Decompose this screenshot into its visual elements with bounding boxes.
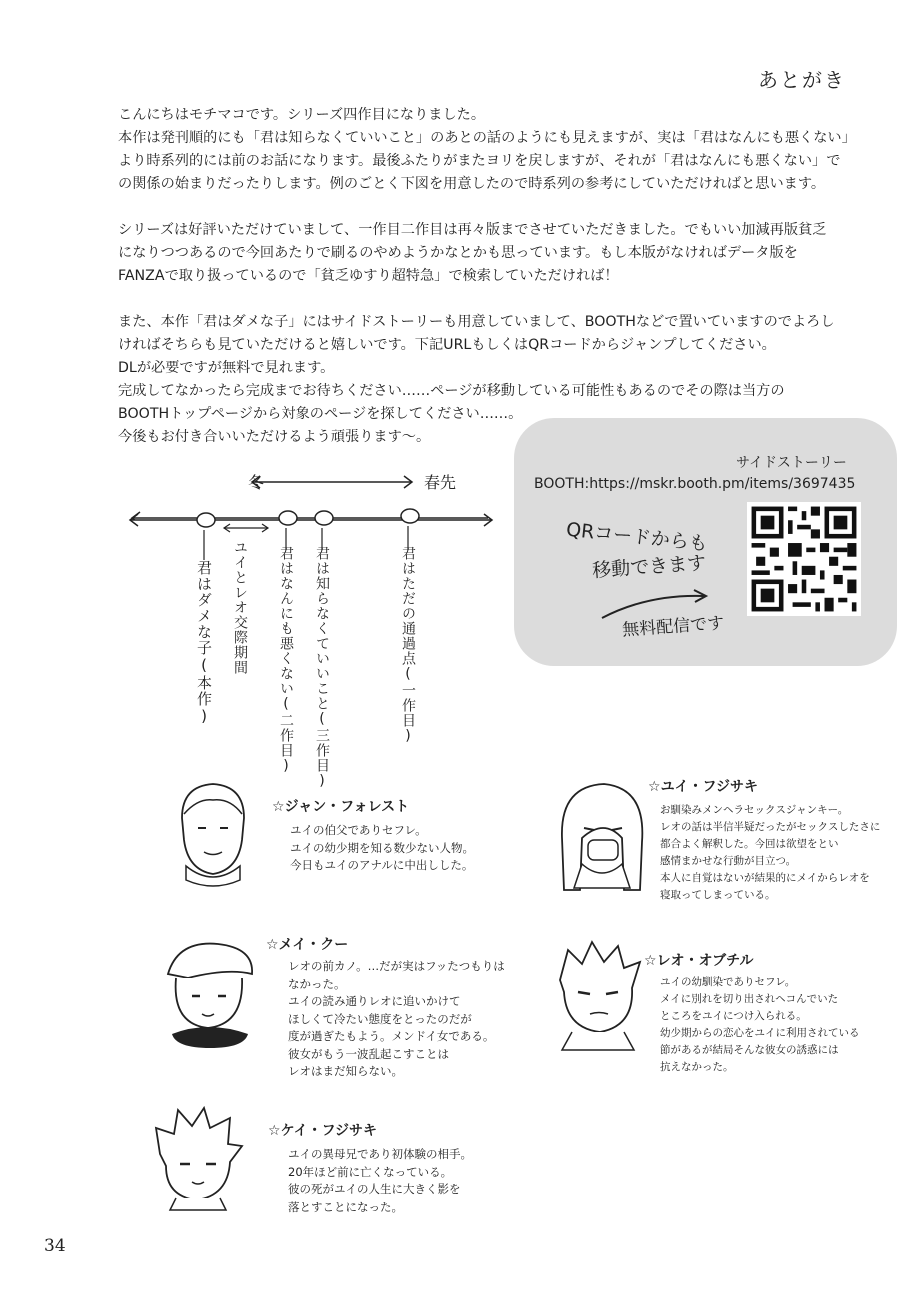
kei-portrait bbox=[150, 1104, 246, 1212]
afterword-heading: あとがき bbox=[758, 68, 846, 92]
text-line: 完成してなかったら完成までお待ちください……ページが移動している可能性もあるのでその際は当方の bbox=[118, 383, 785, 399]
desc-line: 本人に自覚はないが結果的にメイからレオを bbox=[660, 872, 870, 884]
desc-line: 寝取ってしまっている。 bbox=[660, 889, 776, 901]
text-line: 本作は発刊順的にも「君は知らなくていいこと」のあとの話のようにも見えますが、実は「君はなんにも悪くない」 bbox=[118, 130, 856, 146]
character-name-jean: ☆ジャン・フォレスト bbox=[272, 799, 410, 815]
text-line: BOOTHトップページから対象のページを探してください……。 bbox=[118, 406, 523, 422]
timeline-label-dating-period: ユイとレオ交際期間 bbox=[232, 540, 248, 675]
text-line: また、本作「君はダメな子」にはサイドストーリーも用意していまして、BOOTHなどで置いていますのでよろし bbox=[118, 314, 835, 330]
paragraph-1 bbox=[118, 104, 878, 196]
text-line: FANZAで取り扱っているので「貧乏ゆすり超特急」で検索していただければ！ bbox=[118, 268, 619, 284]
character-desc-kei bbox=[288, 1146, 472, 1216]
character-desc-yui bbox=[660, 802, 880, 904]
character-name-text: メイ・クー bbox=[278, 937, 349, 953]
desc-line: ユイの幼馴染でありセフレ。 bbox=[660, 976, 796, 988]
timeline-label-third-work: 君は知らなくていいこと(三作目) bbox=[314, 546, 330, 790]
text-line: DLが必要ですが無料で見れます。 bbox=[118, 360, 335, 376]
qr-note-line-1: QRコードからも bbox=[565, 518, 709, 556]
character-desc-jean bbox=[290, 822, 474, 875]
desc-line: なかった。 bbox=[288, 976, 346, 991]
free-distribution-note: 無料配信です bbox=[621, 613, 725, 641]
desc-line: お馴染みメンヘラセックスジャンキー。 bbox=[660, 804, 849, 816]
desc-line: 度が過ぎたもよう。メンドイ女である。 bbox=[288, 1029, 495, 1043]
text-line: ければそちらも見ていただけると嬉しいです。下記URLもしくはQRコードからジャンプしてください。 bbox=[118, 337, 776, 353]
desc-line: 彼の死がユイの人生に大きく影を bbox=[288, 1182, 461, 1196]
desc-line: 20年ほど前に亡くなっている。 bbox=[288, 1164, 453, 1179]
winter-label: 冬 bbox=[248, 473, 265, 492]
desc-line: 都合よく解釈した。今回は欲望をとい bbox=[660, 838, 839, 850]
character-name-text: ユイ・フジサキ bbox=[660, 779, 759, 795]
mei-portrait bbox=[158, 934, 268, 1054]
paragraph-2 bbox=[118, 219, 878, 288]
character-name-kei: ☆ケイ・フジサキ bbox=[268, 1123, 378, 1139]
text-line: こんにちはモチマコです。シリーズ四作目になりました。 bbox=[118, 107, 486, 123]
early-spring-label: 春先 bbox=[424, 473, 457, 492]
desc-line: レオの前カノ。…だが実はフッたつもりは bbox=[288, 959, 505, 973]
qr-code-icon[interactable] bbox=[747, 502, 861, 616]
character-desc-mei bbox=[288, 958, 505, 1081]
yui-portrait bbox=[552, 778, 652, 898]
page-number: 34 bbox=[44, 1236, 66, 1256]
desc-line: ユイの幼少期を知る数少ない人物。 bbox=[290, 840, 474, 855]
character-name-yui: ☆ユイ・フジサキ bbox=[648, 779, 759, 795]
desc-line: 今日もユイのアナルに中出しした。 bbox=[290, 858, 474, 872]
character-name-leo: ☆レオ・オブチル bbox=[644, 953, 754, 969]
text-line: になりつつあるので今回あたりで刷るのやめようかなとかも思っています。もし本版がなければデータ版を bbox=[118, 245, 798, 261]
character-name-text: ケイ・フジサキ bbox=[280, 1123, 378, 1139]
character-desc-leo bbox=[660, 974, 860, 1076]
desc-line: レオはまだ知らない。 bbox=[288, 1064, 403, 1078]
timeline-label-first-work: 君はただの通過点(一作目) bbox=[400, 546, 416, 745]
desc-line: ユイの伯父でありセフレ。 bbox=[290, 823, 427, 837]
desc-line: メイに別れを切り出されヘコんでいた bbox=[660, 993, 839, 1005]
text-line: の関係の始まりだったりします。例のごとく下図を用意したので時系列の参考にしていただければと思います。 bbox=[118, 176, 826, 192]
afterword-body bbox=[118, 104, 878, 472]
desc-line: 感情まかせな行動が目立つ。 bbox=[660, 855, 797, 867]
qr-note-line-2: 移動できます bbox=[591, 552, 707, 582]
desc-line: ところをユイにつけ入られる。 bbox=[660, 1010, 807, 1022]
booth-url-link[interactable]: BOOTH:https://mskr.booth.pm/items/3697435 bbox=[534, 476, 856, 492]
side-story-title: サイドストーリー bbox=[736, 455, 847, 471]
desc-line: ユイの異母兄であり初体験の相手。 bbox=[288, 1147, 472, 1161]
timeline-label-current: 君はダメな子(本作) bbox=[195, 560, 213, 726]
desc-line: 彼女がもう一波乱起こすことは bbox=[288, 1046, 449, 1061]
jean-portrait bbox=[168, 778, 258, 888]
desc-line: 幼少期からの恋心をユイに利用されている bbox=[660, 1027, 860, 1039]
desc-line: 節があるが結局そんな彼女の誘惑には bbox=[660, 1044, 839, 1056]
timeline-label-second-work: 君はなんにも悪くない(二作目) bbox=[278, 546, 294, 775]
character-name-text: レオ・オブチル bbox=[656, 953, 754, 969]
desc-line: レオの話は半信半疑だったがセックスしたさに bbox=[660, 821, 881, 833]
text-line: より時系列的には前のお話になります。最後ふたりがまたヨリを戻しますが、それが「君はなんにも悪くない」で bbox=[118, 153, 841, 169]
character-name-mei: ☆メイ・クー bbox=[266, 937, 349, 953]
text-line: シリーズは好評いただけていまして、一作目二作目は再々版までさせていただきました。でもいい加減再版貧乏 bbox=[118, 222, 827, 238]
text-line: 今後もお付き合いいただけるよう頑張ります〜。 bbox=[118, 429, 431, 445]
leo-portrait bbox=[548, 940, 648, 1052]
desc-line: ユイの読み通りレオに追いかけて bbox=[288, 994, 461, 1008]
character-name-text: ジャン・フォレスト bbox=[284, 799, 410, 815]
desc-line: 抗えなかった。 bbox=[660, 1061, 734, 1073]
desc-line: 落とすことになった。 bbox=[288, 1199, 403, 1214]
desc-line: ほしくて冷たい態度をとったのだが bbox=[288, 1011, 472, 1026]
